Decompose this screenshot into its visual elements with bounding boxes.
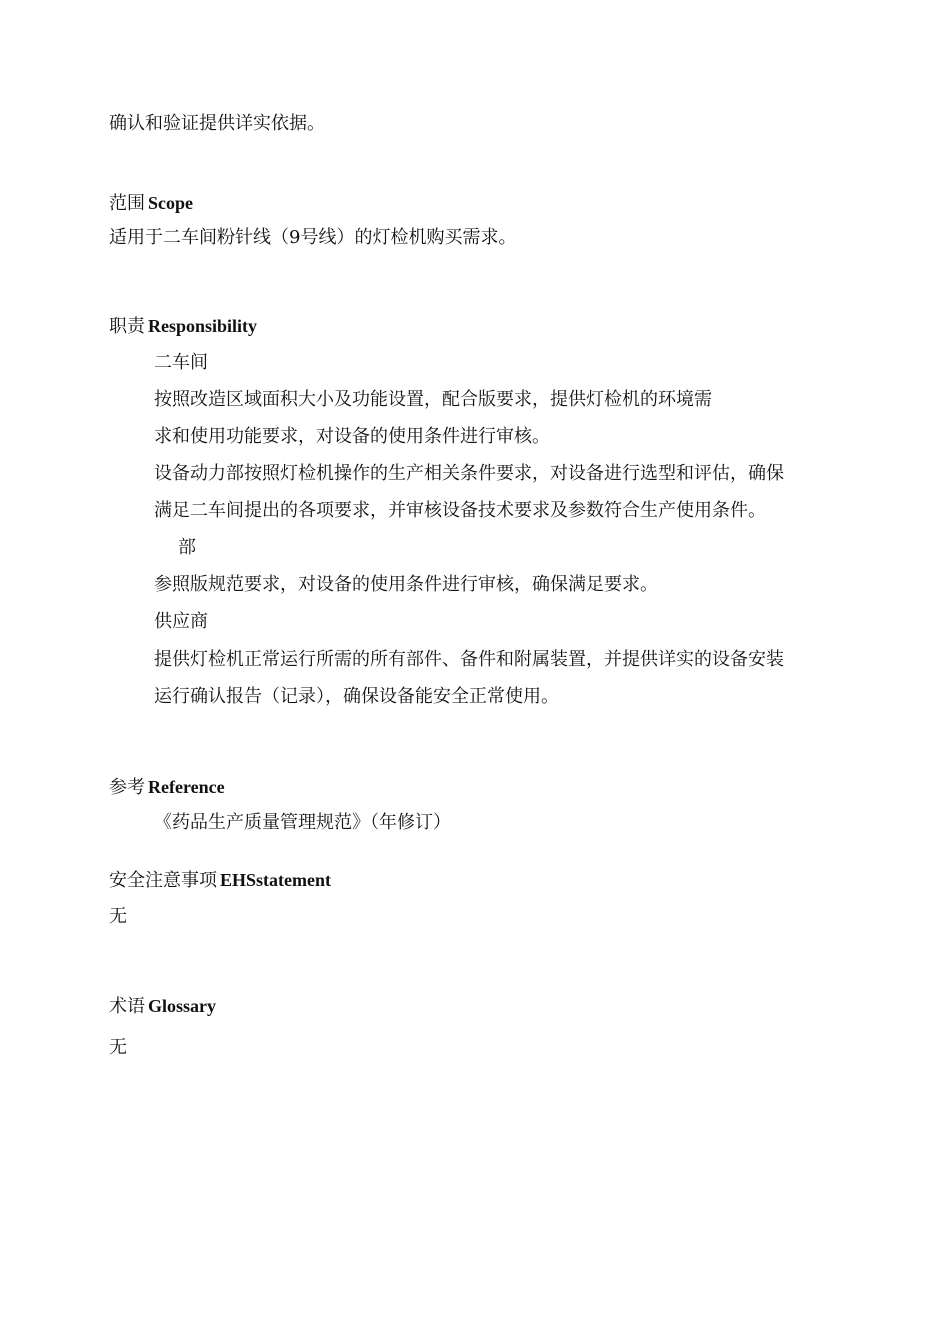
scope-heading-en: Scope: [148, 193, 193, 213]
responsibility-workshop-text-2: 求和使用功能要求，对设备的使用条件进行审核。: [154, 426, 550, 447]
responsibility-dept-text: 参照版规范要求，对设备的使用条件进行审核，确保满足要求。: [154, 574, 658, 595]
responsibility-supplier-text-1: 提供灯检机正常运行所需的所有部件、备件和附属装置，并提供详实的设备安装: [154, 649, 784, 670]
ehs-heading-en: EHSstatement: [220, 870, 331, 890]
responsibility-supplier-label: 供应商: [154, 611, 208, 632]
reference-heading: [109, 775, 225, 800]
responsibility-heading-cn: 职责: [109, 316, 145, 337]
reference-heading-en: Reference: [148, 777, 225, 797]
responsibility-dept-label: 部: [178, 537, 196, 558]
intro-text: 确认和验证提供详实依据。: [109, 113, 325, 134]
responsibility-workshop-label: 二车间: [154, 352, 208, 373]
ehs-heading: [109, 868, 331, 893]
responsibility-workshop-text-1: 按照改造区域面积大小及功能设置，配合版要求，提供灯检机的环境需: [154, 389, 712, 410]
ehs-heading-cn: 安全注意事项: [109, 870, 217, 891]
glossary-heading: [109, 994, 216, 1019]
responsibility-equipment-text-2: 满足二车间提出的各项要求，并审核设备技术要求及参数符合生产使用条件。: [154, 500, 766, 521]
reference-heading-cn: 参考: [109, 777, 145, 798]
glossary-text: 无: [109, 1037, 127, 1058]
scope-heading: [109, 191, 193, 216]
scope-text: 适用于二车间粉针线（9号线）的灯检机购买需求。: [109, 227, 517, 248]
responsibility-heading-en: Responsibility: [148, 316, 258, 336]
responsibility-equipment-text-1: 设备动力部按照灯检机操作的生产相关条件要求，对设备进行选型和评估，确保: [154, 463, 784, 484]
glossary-heading-en: Glossary: [148, 996, 217, 1016]
responsibility-supplier-text-2: 运行确认报告（记录），确保设备能安全正常使用。: [154, 686, 559, 707]
scope-heading-cn: 范围: [109, 193, 145, 214]
ehs-text: 无: [109, 906, 127, 927]
responsibility-heading: [109, 314, 257, 339]
glossary-heading-cn: 术语: [109, 996, 145, 1017]
reference-text: 《药品生产质量管理规范》（年修订）: [154, 812, 451, 833]
